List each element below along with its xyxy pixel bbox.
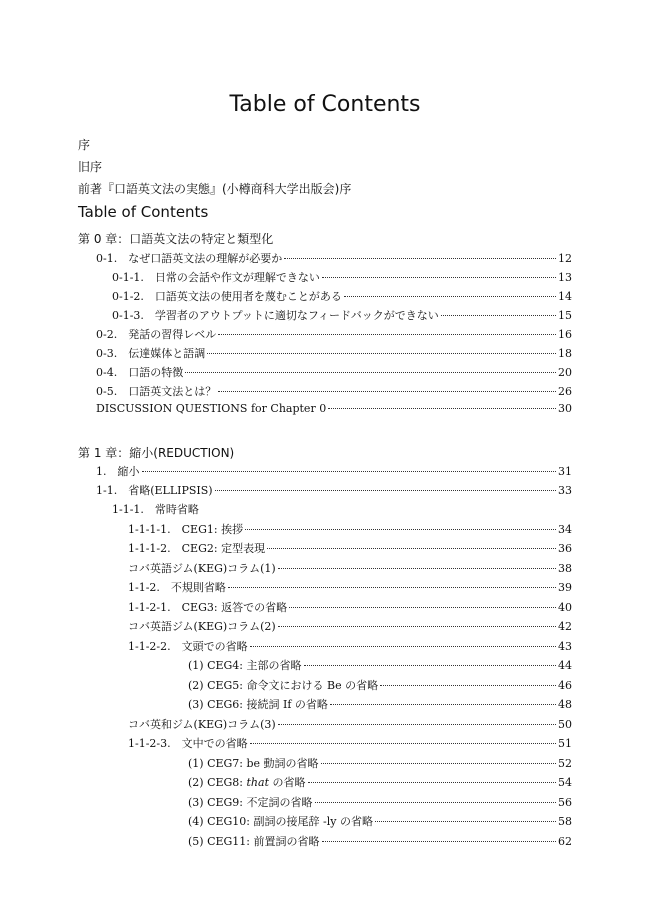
toc-entry[interactable] <box>188 755 572 771</box>
entry-page: 34 <box>558 523 572 536</box>
leader-dots <box>245 529 556 530</box>
toc-subheading[interactable]: 1-1-1. 常時省略 <box>112 503 199 516</box>
entry-label: 0-5. 口語英文法とは？ <box>96 385 217 398</box>
entry-label: (4) CEG10: 副詞の接尾辞 -ly の省略 <box>188 815 373 828</box>
entry-page: 46 <box>558 679 572 692</box>
entry-page: 33 <box>558 484 572 497</box>
entry-page: 43 <box>558 640 572 653</box>
toc-entry[interactable] <box>128 579 572 595</box>
entry-label: 1-1-1-2. CEG2: 定型表現 <box>128 542 266 555</box>
entry-page: 20 <box>558 366 572 379</box>
entry-page: 39 <box>558 581 572 594</box>
leader-dots <box>380 685 556 686</box>
toc-entry[interactable] <box>188 677 572 693</box>
leader-dots <box>308 782 557 783</box>
entry-label <box>188 774 306 790</box>
leader-dots <box>228 587 556 588</box>
leader-dots <box>215 490 556 491</box>
entry-label: 1-1-2. 不規則省略 <box>128 581 226 594</box>
entry-label: 0-1-3. 学習者のアウトプットに適切なフィードバックができない <box>112 309 439 322</box>
toc-entry[interactable] <box>96 482 572 498</box>
entry-label-prefix: (2) CEG8: <box>188 776 247 789</box>
entry-page: 62 <box>558 835 572 848</box>
entry-page: 38 <box>558 562 572 575</box>
entry-label: コバ英和ジム(KEG)コラム(3) <box>128 718 276 731</box>
entry-page: 48 <box>558 698 572 711</box>
entry-label: 1-1. 省略(ELLIPSIS) <box>96 484 213 497</box>
entry-page: 36 <box>558 542 572 555</box>
entry-label: 0-1-2. 口語英文法の使用者を蔑むことがある <box>112 290 342 303</box>
leader-dots <box>375 821 556 822</box>
toc-entry[interactable] <box>188 833 572 849</box>
leader-dots <box>207 353 556 354</box>
entry-label: 1-1-2-1. CEG3: 返答での省略 <box>128 601 288 614</box>
front-item-preface: 序 <box>78 138 91 152</box>
toc-entry[interactable] <box>112 307 572 323</box>
toc-entry[interactable] <box>128 521 572 537</box>
toc-entry[interactable] <box>188 696 572 712</box>
toc-entry[interactable] <box>96 383 572 399</box>
toc-entry[interactable] <box>96 345 572 361</box>
entry-page: 16 <box>558 328 572 341</box>
entry-page: 30 <box>558 402 572 415</box>
entry-label: (3) CEG6: 接続詞 If の省略 <box>188 698 328 711</box>
toc-entry[interactable] <box>96 463 572 479</box>
entry-label: コバ英語ジム(KEG)コラム(1) <box>128 562 276 575</box>
toc-entry[interactable] <box>96 364 572 380</box>
leader-dots <box>278 626 556 627</box>
entry-page: 13 <box>558 271 572 284</box>
toc-entry[interactable] <box>128 560 572 576</box>
entry-label: (5) CEG11: 前置詞の省略 <box>188 835 320 848</box>
chapter-0-heading: 第 0 章：口語英文法の特定と類型化 <box>78 232 274 246</box>
entry-label: コバ英語ジム(KEG)コラム(2) <box>128 620 276 633</box>
toc-entry[interactable] <box>96 402 572 415</box>
toc-entry[interactable] <box>128 735 572 751</box>
toc-entry[interactable] <box>112 269 572 285</box>
toc-entry[interactable] <box>128 599 572 615</box>
entry-label: 1. 縮小 <box>96 465 140 478</box>
entry-label: 0-2. 発話の習得レベル <box>96 328 217 341</box>
toc-entry[interactable] <box>112 288 572 304</box>
toc-entry[interactable] <box>128 716 572 732</box>
front-item-previous-book-preface: 前著『口語英文法の実態』(小樽商科大学出版会)序 <box>78 182 352 196</box>
entry-page: 26 <box>558 385 572 398</box>
leader-dots <box>185 372 556 373</box>
entry-label: DISCUSSION QUESTIONS for Chapter 0 <box>96 402 327 415</box>
toc-heading: Table of Contents <box>78 203 209 221</box>
leader-dots <box>250 743 556 744</box>
entry-label-italic: that <box>246 776 269 789</box>
toc-entry[interactable] <box>188 794 572 810</box>
entry-page: 18 <box>558 347 572 360</box>
toc-entry[interactable] <box>188 813 572 829</box>
entry-label: 0-3. 伝達媒体と語調 <box>96 347 206 360</box>
entry-page: 14 <box>558 290 572 303</box>
toc-entry[interactable] <box>128 638 572 654</box>
entry-label: (3) CEG9: 不定詞の省略 <box>188 796 313 809</box>
toc-entry[interactable] <box>96 250 572 266</box>
leader-dots <box>250 646 556 647</box>
entry-page: 40 <box>558 601 572 614</box>
leader-dots <box>278 724 556 725</box>
entry-label: 1-1-2-3. 文中での省略 <box>128 737 248 750</box>
entry-label: (1) CEG4: 主部の省略 <box>188 659 302 672</box>
entry-page: 42 <box>558 620 572 633</box>
leader-dots <box>322 841 556 842</box>
entry-label: 1-1-1-1. CEG1: 挨拶 <box>128 523 244 536</box>
entry-page: 31 <box>558 465 572 478</box>
toc-entry[interactable] <box>128 618 572 634</box>
entry-label: 0-1. なぜ口語英文法の理解が必要か <box>96 252 283 265</box>
entry-page: 58 <box>558 815 572 828</box>
chapter-1-heading: 第 1 章：縮小(REDUCTION) <box>78 446 235 460</box>
entry-page: 50 <box>558 718 572 731</box>
leader-dots <box>284 258 556 259</box>
entry-label: (2) CEG5: 命令文における Be の省略 <box>188 679 379 692</box>
entry-label: 1-1-2-2. 文頭での省略 <box>128 640 248 653</box>
toc-entry[interactable] <box>188 774 572 790</box>
leader-dots <box>142 471 557 472</box>
toc-entry[interactable] <box>96 326 572 342</box>
leader-dots <box>321 763 556 764</box>
leader-dots <box>218 391 556 392</box>
leader-dots <box>328 408 556 409</box>
page-title: Table of Contents <box>229 92 421 117</box>
entry-page: 56 <box>558 796 572 809</box>
front-item-old-preface: 旧序 <box>78 160 103 174</box>
entry-page: 52 <box>558 757 572 770</box>
entry-page: 54 <box>558 776 572 789</box>
toc-entry[interactable] <box>188 657 572 673</box>
leader-dots <box>315 802 556 803</box>
leader-dots <box>344 296 556 297</box>
entry-label: (1) CEG7: be 動詞の省略 <box>188 757 319 770</box>
leader-dots <box>267 548 556 549</box>
leader-dots <box>218 334 556 335</box>
entry-label-suffix: の省略 <box>269 776 306 789</box>
entry-page: 51 <box>558 737 572 750</box>
entry-label: 0-4. 口語の特徴 <box>96 366 184 379</box>
entry-label: 0-1-1. 日常の会話や作文が理解できない <box>112 271 320 284</box>
entry-page: 15 <box>558 309 572 322</box>
leader-dots <box>441 315 556 316</box>
leader-dots <box>278 568 556 569</box>
entry-page: 44 <box>558 659 572 672</box>
leader-dots <box>289 607 556 608</box>
entry-page: 12 <box>558 252 572 265</box>
leader-dots <box>304 665 556 666</box>
toc-entry[interactable] <box>128 540 572 556</box>
leader-dots <box>330 704 556 705</box>
leader-dots <box>322 277 556 278</box>
